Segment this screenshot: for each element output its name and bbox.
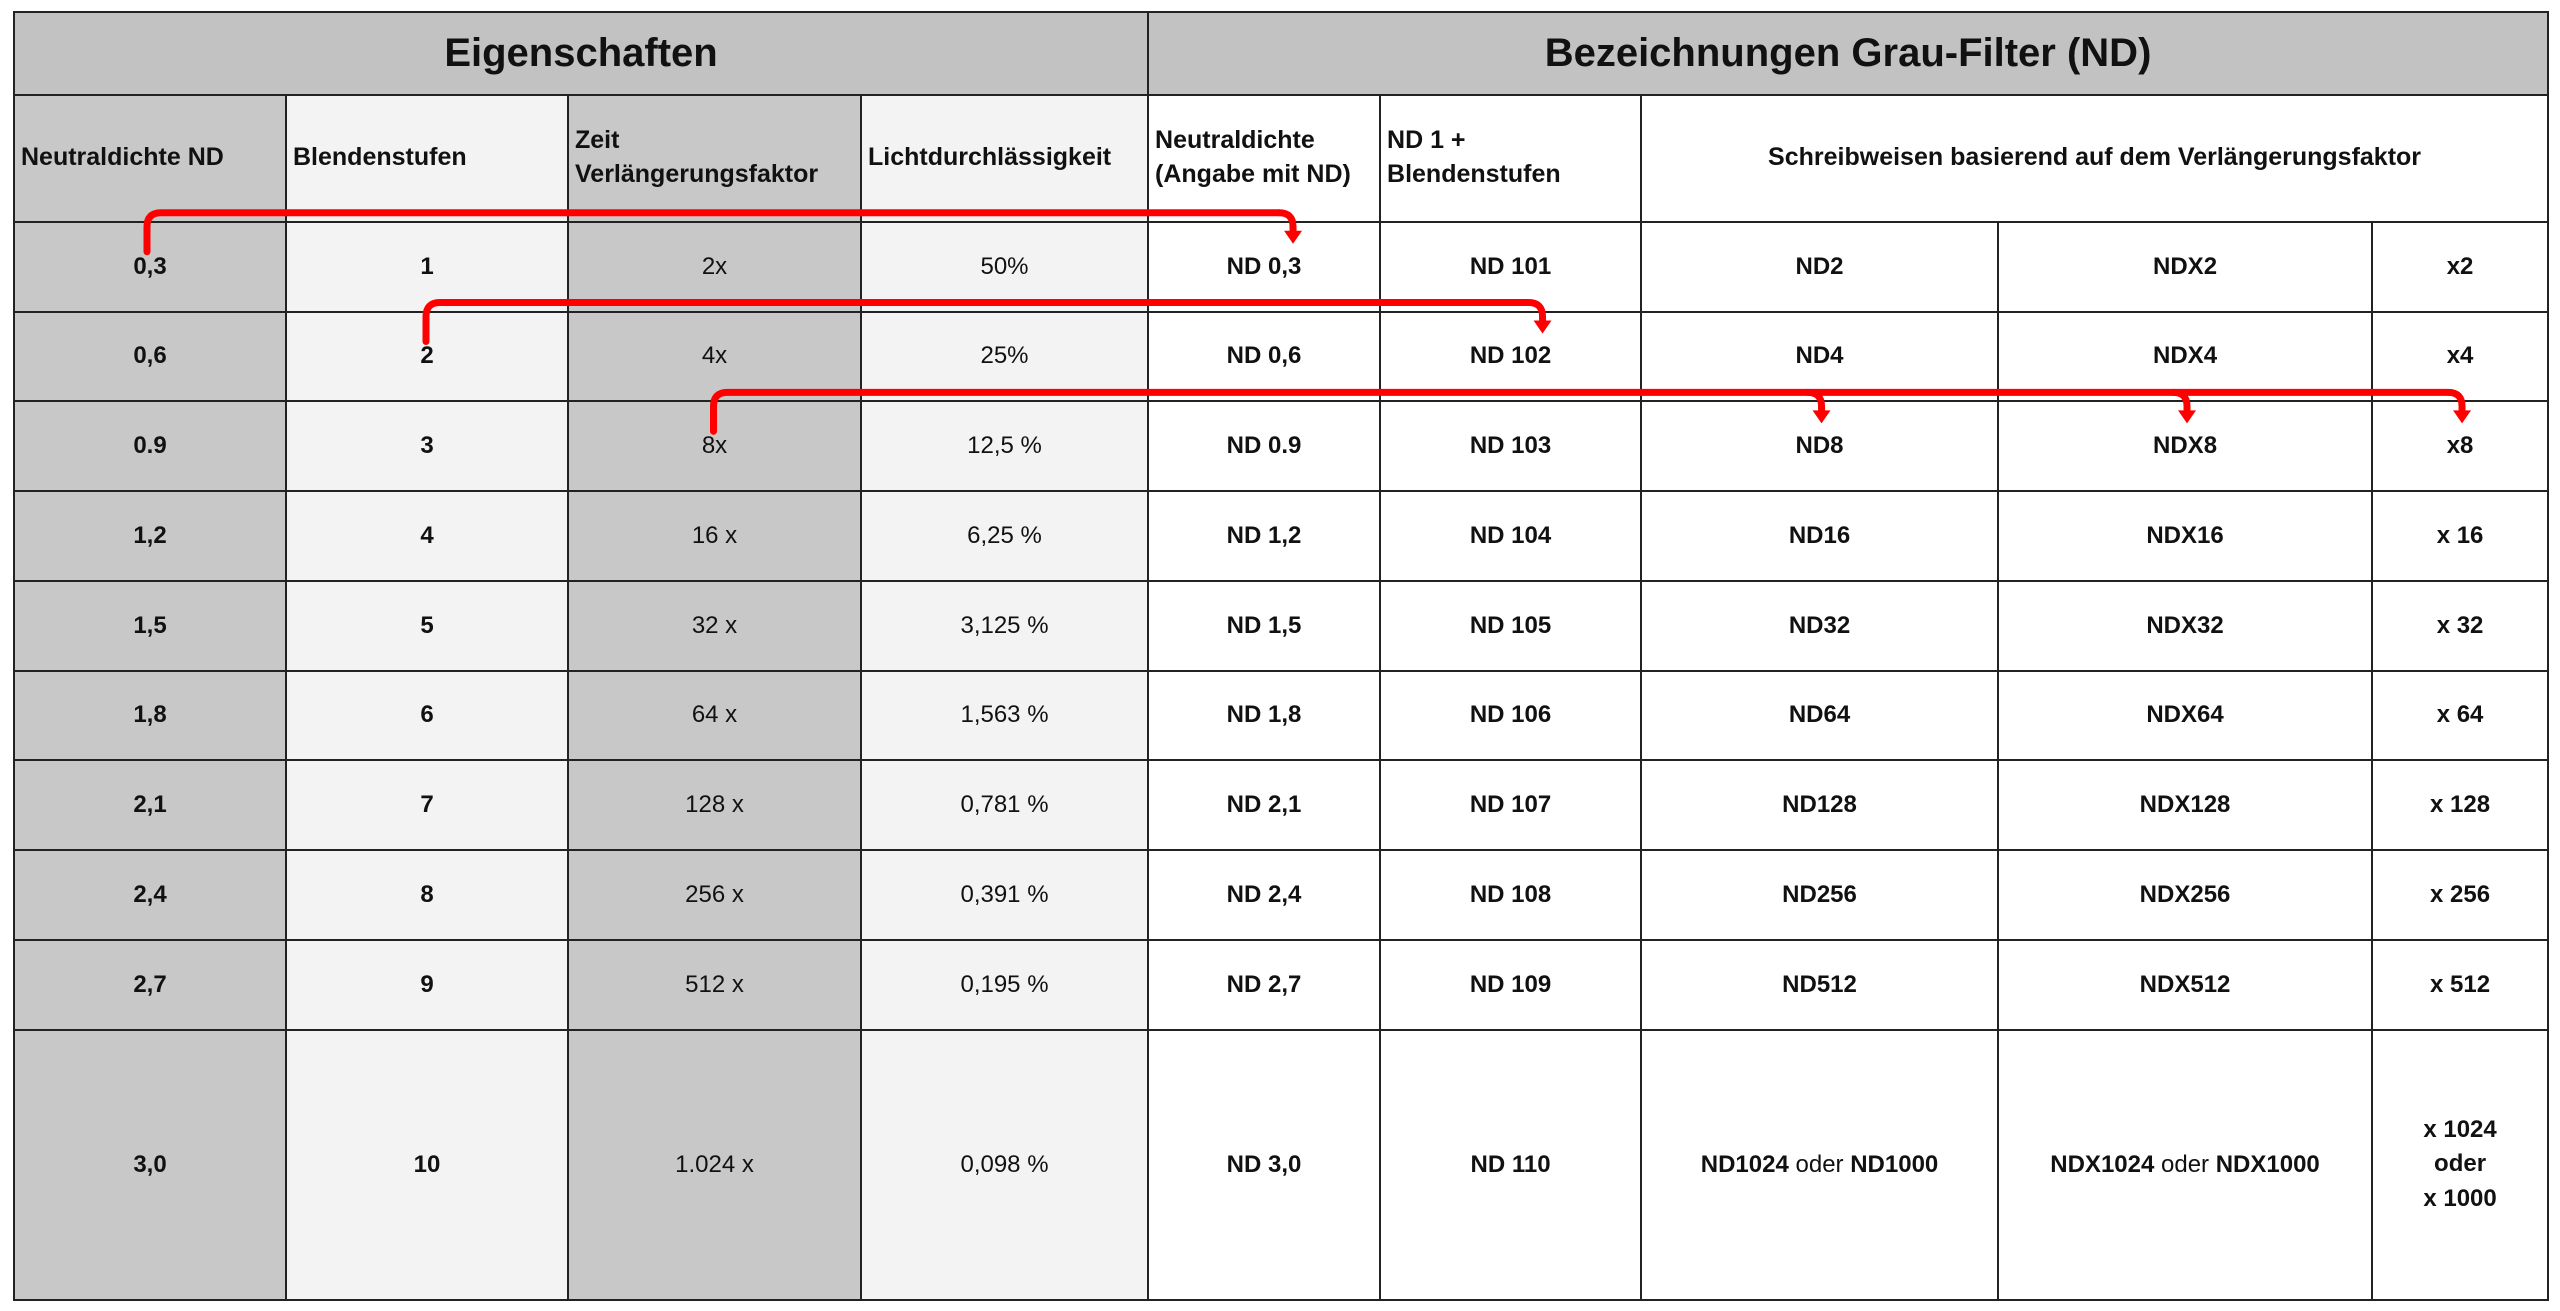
cell-s1: ND16 — [1641, 491, 1998, 581]
cell-text: NDX1000 — [2215, 1150, 2320, 1178]
cell-licht: 12,5 % — [861, 401, 1148, 491]
nd-filter-table — [13, 11, 2549, 1301]
cell-nd: 1,8 — [14, 671, 286, 761]
table-body — [14, 222, 2548, 1030]
col-header-nd1 — [1380, 95, 1641, 222]
cell-stufen: 4 — [286, 491, 568, 581]
table-row — [14, 850, 2548, 940]
cell-licht: 0,781 % — [861, 760, 1148, 850]
cell-nd1: ND 105 — [1380, 581, 1641, 671]
cell-s1: ND256 — [1641, 850, 1998, 940]
cell-s1: ND8 — [1641, 401, 1998, 491]
cell-schreib-x — [2372, 1030, 2548, 1300]
cell-nd: 2,1 — [14, 760, 286, 850]
cell-s2: NDX4 — [1998, 312, 2372, 402]
col-header-nd-angabe-line2: (Angabe mit ND) — [1155, 160, 1351, 189]
table-row — [14, 581, 2548, 671]
cell-stufen: 2 — [286, 312, 568, 402]
cell-s2: NDX8 — [1998, 401, 2372, 491]
nd-filter-table-wrapper — [13, 11, 2547, 1301]
cell-s3: x2 — [2372, 222, 2548, 312]
cell-text-oder: oder — [2434, 1150, 2487, 1178]
cell-licht: 0,098 % — [861, 1030, 1148, 1300]
cell-ndangabe: ND 2,1 — [1148, 760, 1380, 850]
cell-nd1: ND 103 — [1380, 401, 1641, 491]
cell-text: x 1000 — [2423, 1185, 2497, 1213]
cell-faktor: 2x — [568, 222, 861, 312]
cell-text: x 1024 — [2423, 1115, 2497, 1143]
column-header-row — [14, 95, 2548, 222]
cell-ndangabe: ND 2,4 — [1148, 850, 1380, 940]
cell-s2: NDX256 — [1998, 850, 2372, 940]
cell-nd: 0,6 — [14, 312, 286, 402]
cell-ndangabe: ND 0,6 — [1148, 312, 1380, 402]
table-row — [14, 491, 2548, 581]
cell-text: ND1024 — [1700, 1150, 1789, 1178]
cell-licht: 0,195 % — [861, 940, 1148, 1030]
bezeichnungen-header: Bezeichnungen Grau-Filter (ND) — [1148, 12, 2548, 95]
cell-nd: 0.9 — [14, 401, 286, 491]
cell-s1: ND512 — [1641, 940, 1998, 1030]
cell-stufen: 9 — [286, 940, 568, 1030]
cell-s3: x8 — [2372, 401, 2548, 491]
cell-faktor: 8x — [568, 401, 861, 491]
cell-stufen: 5 — [286, 581, 568, 671]
cell-nd-angabe: ND 3,0 — [1148, 1030, 1380, 1300]
cell-faktor: 1.024 x — [568, 1030, 861, 1300]
cell-s3: x4 — [2372, 312, 2548, 402]
cell-s1: ND128 — [1641, 760, 1998, 850]
col-header-nd1-line1: ND 1 + — [1387, 126, 1466, 155]
cell-ndangabe: ND 1,2 — [1148, 491, 1380, 581]
cell-ndangabe: ND 1,8 — [1148, 671, 1380, 761]
cell-text: NDX1024 — [2050, 1150, 2155, 1178]
col-header-blendenstufen: Blendenstufen — [286, 95, 568, 222]
cell-ndangabe: ND 1,5 — [1148, 581, 1380, 671]
col-header-lichtdurchlaessigkeit: Lichtdurchlässigkeit — [861, 95, 1148, 222]
cell-faktor: 32 x — [568, 581, 861, 671]
cell-faktor: 128 x — [568, 760, 861, 850]
cell-ndangabe: ND 2,7 — [1148, 940, 1380, 1030]
col-header-schreibweisen: Schreibweisen basierend auf dem Verlängerungsfaktor — [1641, 95, 2548, 222]
cell-nd1: ND 102 — [1380, 312, 1641, 402]
cell-s1: ND64 — [1641, 671, 1998, 761]
cell-ndangabe: ND 0.9 — [1148, 401, 1380, 491]
table-row — [14, 940, 2548, 1030]
cell-s2: NDX128 — [1998, 760, 2372, 850]
cell-nd: 2,4 — [14, 850, 286, 940]
cell-s1: ND2 — [1641, 222, 1998, 312]
cell-licht: 6,25 % — [861, 491, 1148, 581]
cell-schreib-nd — [1641, 1030, 1998, 1300]
cell-s2: NDX16 — [1998, 491, 2372, 581]
cell-faktor: 256 x — [568, 850, 861, 940]
table-row — [14, 760, 2548, 850]
cell-ndangabe: ND 0,3 — [1148, 222, 1380, 312]
cell-nd1: ND 109 — [1380, 940, 1641, 1030]
cell-faktor: 64 x — [568, 671, 861, 761]
cell-schreib-ndx — [1998, 1030, 2372, 1300]
cell-nd: 1,2 — [14, 491, 286, 581]
cell-s3: x 128 — [2372, 760, 2548, 850]
cell-s3: x 16 — [2372, 491, 2548, 581]
cell-nd: 0,3 — [14, 222, 286, 312]
cell-text-oder: oder — [2161, 1150, 2210, 1178]
col-header-nd-angabe-line1: Neutraldichte — [1155, 126, 1315, 155]
cell-licht: 0,391 % — [861, 850, 1148, 940]
cell-licht: 1,563 % — [861, 671, 1148, 761]
eigenschaften-header: Eigenschaften — [14, 12, 1148, 95]
cell-faktor: 16 x — [568, 491, 861, 581]
cell-nd1: ND 101 — [1380, 222, 1641, 312]
cell-s3: x 32 — [2372, 581, 2548, 671]
cell-s1: ND4 — [1641, 312, 1998, 402]
cell-s2: NDX512 — [1998, 940, 2372, 1030]
col-header-zeit — [568, 95, 861, 222]
cell-s1: ND32 — [1641, 581, 1998, 671]
cell-text: ND1000 — [1850, 1150, 1939, 1178]
cell-stufen: 7 — [286, 760, 568, 850]
cell-s2: NDX32 — [1998, 581, 2372, 671]
col-header-neutraldichte: Neutraldichte ND — [14, 95, 286, 222]
cell-s2: NDX64 — [1998, 671, 2372, 761]
col-header-nd-angabe — [1148, 95, 1380, 222]
table-row — [14, 222, 2548, 312]
cell-faktor: 4x — [568, 312, 861, 402]
cell-nd: 1,5 — [14, 581, 286, 671]
cell-licht: 50% — [861, 222, 1148, 312]
table-row — [14, 401, 2548, 491]
cell-s3: x 64 — [2372, 671, 2548, 761]
cell-nd: 3,0 — [14, 1030, 286, 1300]
cell-nd1: ND 107 — [1380, 760, 1641, 850]
col-header-zeit-line1: Zeit — [575, 126, 620, 155]
cell-stufen: 1 — [286, 222, 568, 312]
cell-nd1: ND 106 — [1380, 671, 1641, 761]
table-row — [14, 312, 2548, 402]
table-header-row — [14, 12, 2548, 95]
cell-s2: NDX2 — [1998, 222, 2372, 312]
cell-nd1: ND 104 — [1380, 491, 1641, 581]
cell-stufen: 8 — [286, 850, 568, 940]
col-header-nd1-line2: Blendenstufen — [1387, 160, 1561, 189]
cell-licht: 3,125 % — [861, 581, 1148, 671]
cell-faktor: 512 x — [568, 940, 861, 1030]
cell-nd: 2,7 — [14, 940, 286, 1030]
cell-licht: 25% — [861, 312, 1148, 402]
cell-s3: x 512 — [2372, 940, 2548, 1030]
table-row-last — [14, 1030, 2548, 1300]
cell-nd1: ND 108 — [1380, 850, 1641, 940]
col-header-zeit-line2: Verlängerungsfaktor — [575, 160, 819, 189]
cell-nd1: ND 110 — [1380, 1030, 1641, 1300]
cell-text-oder: oder — [1795, 1150, 1844, 1178]
cell-s3: x 256 — [2372, 850, 2548, 940]
cell-stufen: 10 — [286, 1030, 568, 1300]
table-row — [14, 671, 2548, 761]
cell-stufen: 6 — [286, 671, 568, 761]
cell-stufen: 3 — [286, 401, 568, 491]
